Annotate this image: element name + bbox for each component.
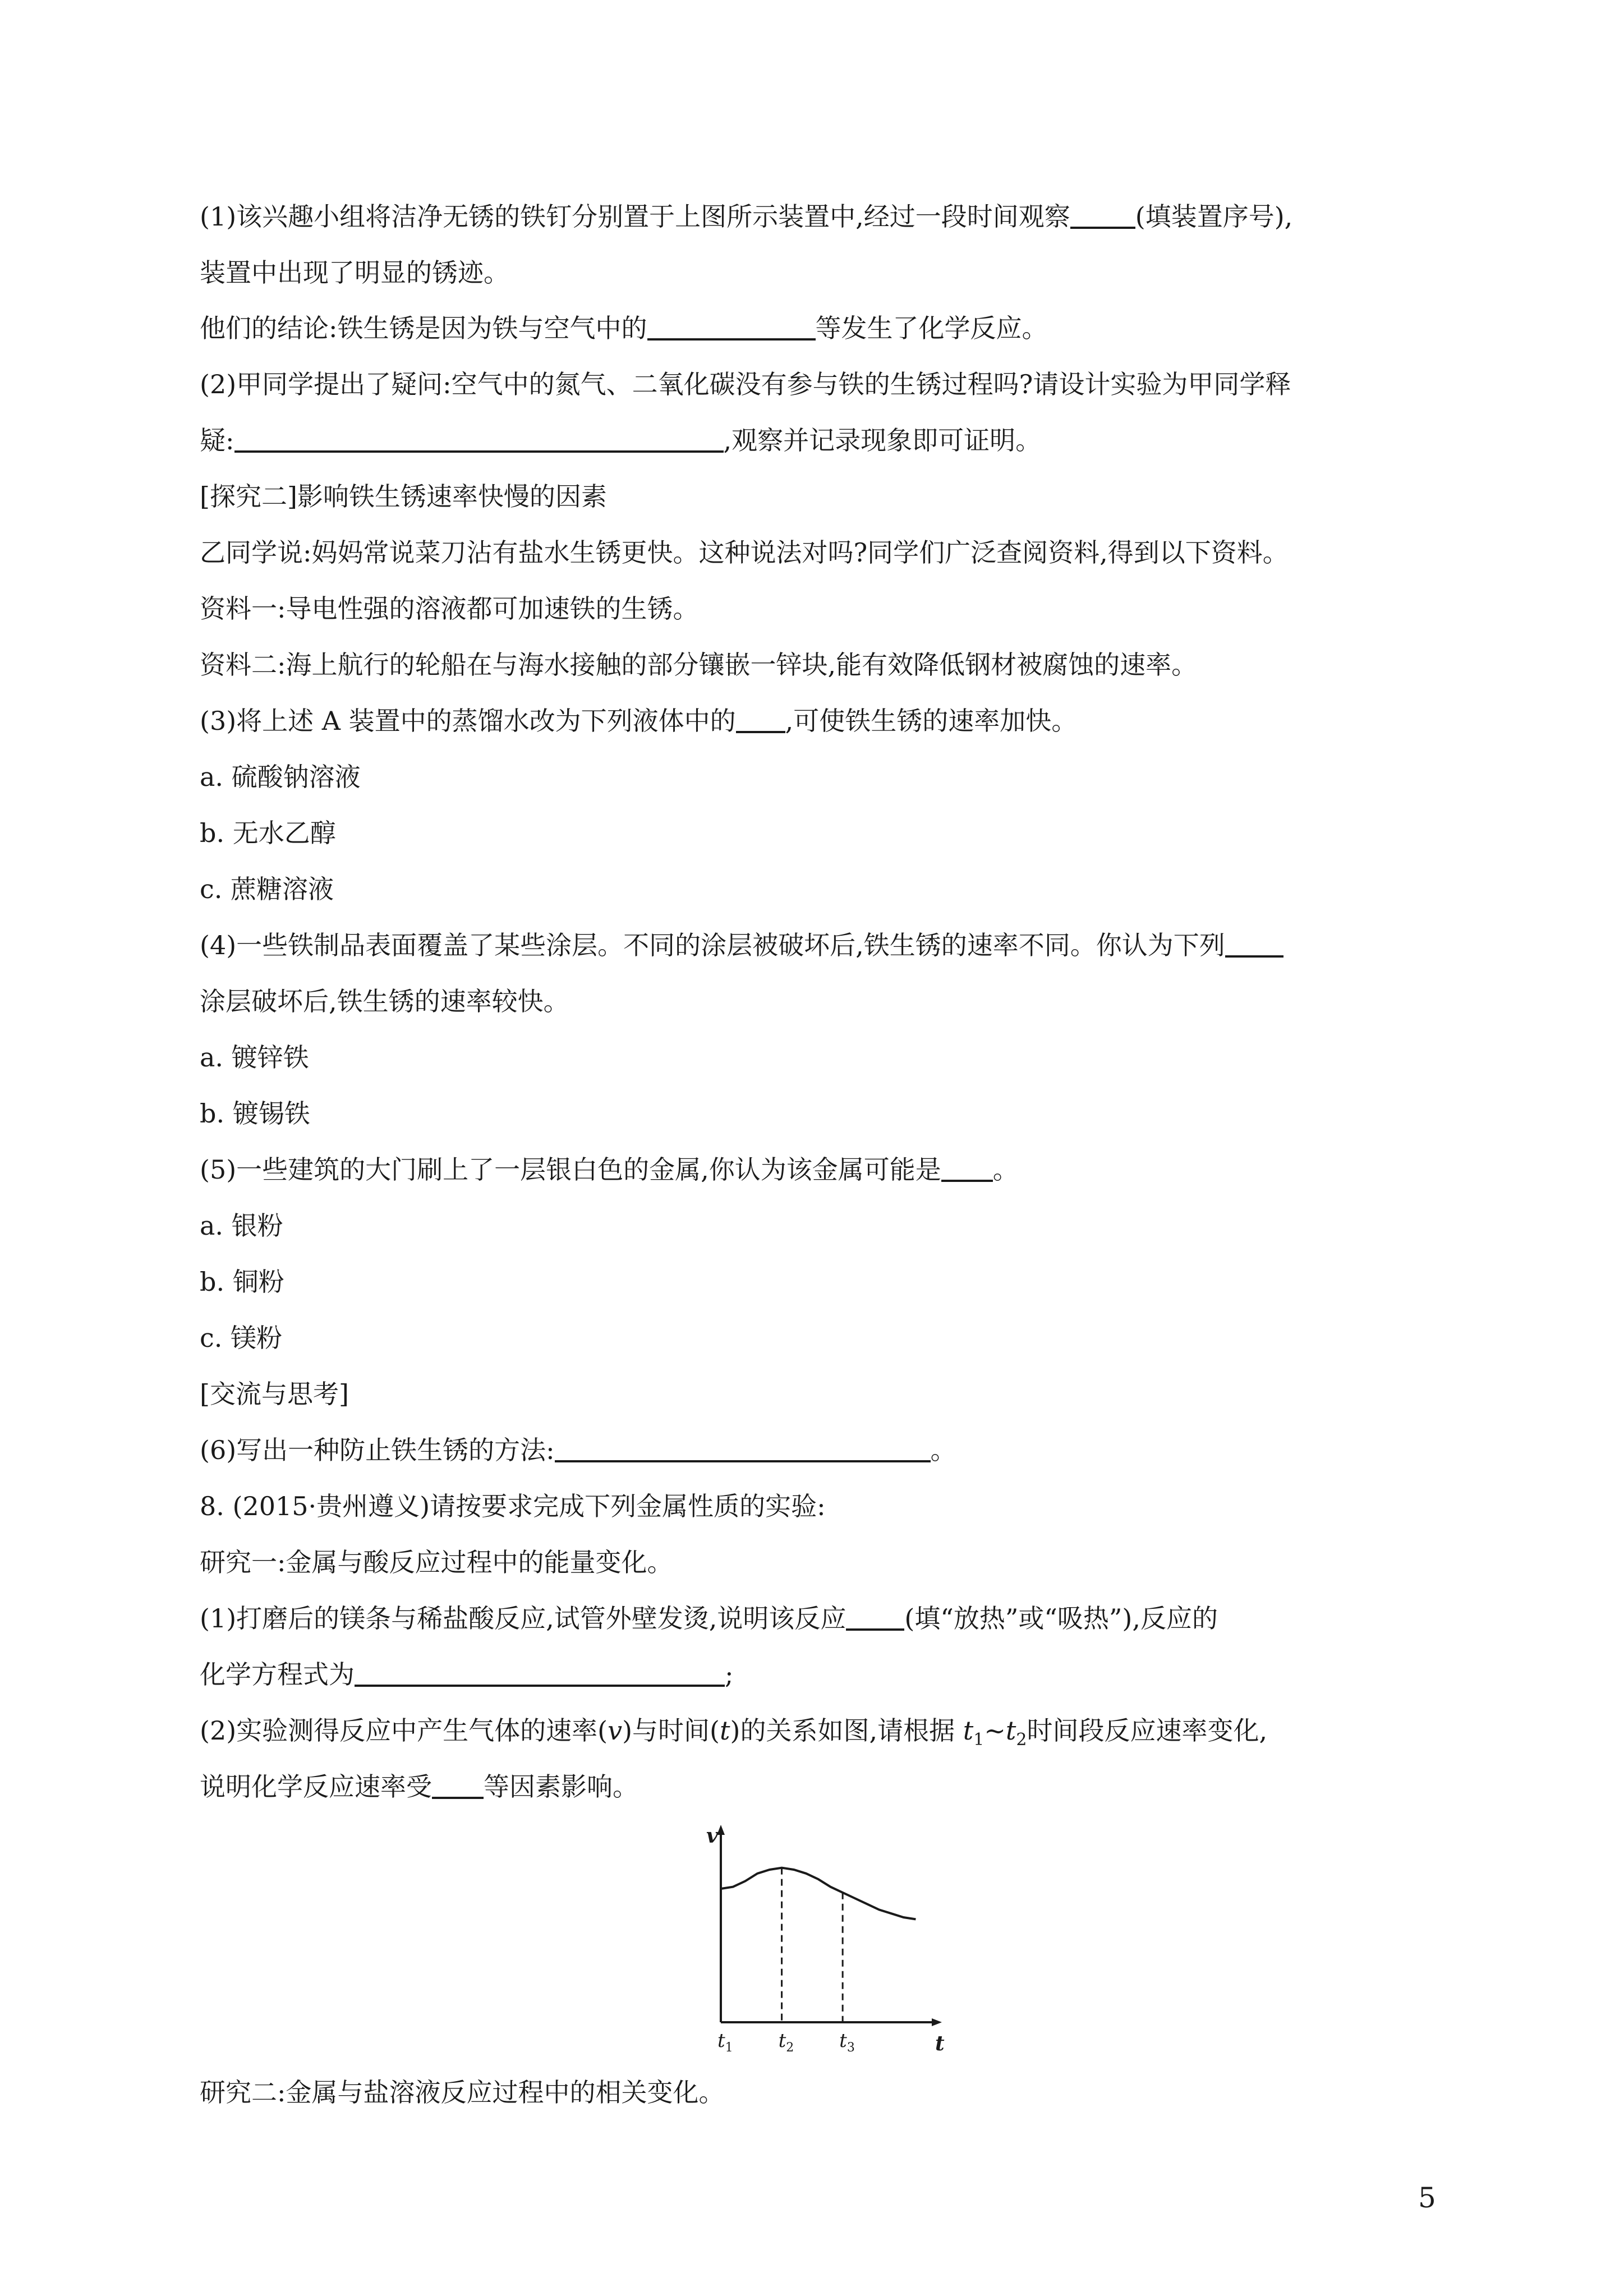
q7-part3-option-a: a. 硫酸钠溶液 bbox=[200, 762, 361, 792]
q7-part5-option-a: a. 银粉 bbox=[200, 1211, 283, 1241]
x-tick-label-2 bbox=[779, 2030, 794, 2055]
q7-explore2-title: [探究二]影响铁生锈速率快慢的因素 bbox=[200, 481, 607, 512]
page-number: 5 bbox=[1418, 2182, 1436, 2214]
q7-part1-answer-blank[interactable] bbox=[1070, 204, 1135, 229]
q7-part4-option-b: b. 镀锡铁 bbox=[200, 1098, 310, 1129]
q7-part3-option-c: c. 蔗糖溶液 bbox=[200, 874, 334, 904]
q8-part1-answer-blank[interactable] bbox=[846, 1606, 904, 1631]
chart-x-label: t bbox=[935, 2032, 945, 2055]
x-tick-main-2: t bbox=[778, 2030, 786, 2052]
q8-part2-line2 bbox=[200, 1770, 1434, 1803]
q7-part4-option-a: a. 镀锌铁 bbox=[200, 1042, 309, 1073]
q8-part2-line2-text-b: 等因素影响。 bbox=[484, 1772, 638, 1802]
x-tick-main-1: t bbox=[717, 2030, 725, 2052]
q7-part2-text: 疑: bbox=[200, 425, 234, 455]
q7-conclusion-text-b: 等发生了化学反应。 bbox=[815, 313, 1048, 343]
q7-part4-line2: 涂层破坏后,铁生锈的速率较快。 bbox=[200, 986, 569, 1016]
x-tick-sub-2: 2 bbox=[786, 2041, 794, 2055]
q8-part1-line2 bbox=[200, 1658, 1434, 1691]
q7-part6-text-b: 。 bbox=[930, 1435, 956, 1465]
q7-part2-answer-blank[interactable] bbox=[234, 428, 724, 453]
chart-x-axis-arrow bbox=[932, 2018, 942, 2026]
q7-part4-line1 bbox=[200, 928, 1434, 962]
x-tick-main-3: t bbox=[839, 2030, 847, 2052]
q7-part5-answer-blank[interactable] bbox=[941, 1157, 993, 1182]
q8-study2: 研究二:金属与盐溶液反应过程中的相关变化。 bbox=[200, 2077, 725, 2108]
q8-study1: 研究一:金属与酸反应过程中的能量变化。 bbox=[200, 1547, 673, 1577]
x-tick-label-3 bbox=[839, 2030, 855, 2055]
q8-equation-label: 化学方程式为 bbox=[200, 1659, 355, 1690]
q8-var-t1-sub: 1 bbox=[973, 1730, 984, 1750]
q8-title: 8. (2015·贵州遵义)请按要求完成下列金属性质的实验: bbox=[200, 1491, 826, 1521]
q8-var-t2: t bbox=[1005, 1715, 1016, 1746]
q7-part4-text: (4)一些铁制品表面覆盖了某些涂层。不同的涂层被破坏后,铁生锈的速率不同。你认为下列 bbox=[200, 930, 1225, 960]
x-tick-sub-1: 1 bbox=[725, 2041, 733, 2055]
q7-part3-line bbox=[200, 704, 1434, 738]
q7-exchange-title: [交流与思考] bbox=[200, 1379, 349, 1409]
q7-part6-line bbox=[200, 1433, 1434, 1467]
q7-part1-line1 bbox=[200, 200, 1434, 233]
q7-part3-answer-blank[interactable] bbox=[736, 708, 785, 733]
q7-material1: 资料一:导电性强的溶液都可加速铁的生锈。 bbox=[200, 593, 699, 624]
q7-part2-text-b: ,观察并记录现象即可证明。 bbox=[723, 425, 1042, 455]
q7-part1-line2: 装置中出现了明显的锈迹。 bbox=[200, 257, 509, 288]
q8-part2-text-c: )的关系如图,请根据 bbox=[730, 1715, 963, 1746]
q7-part6-text: (6)写出一种防止铁生锈的方法: bbox=[200, 1435, 555, 1465]
q8-part2-answer-blank[interactable] bbox=[432, 1774, 484, 1799]
q7-part5-text: (5)一些建筑的大门刷上了一层银白色的金属,你认为该金属可能是 bbox=[200, 1154, 941, 1185]
rate-time-chart bbox=[704, 1820, 951, 2059]
q7-part5-line bbox=[200, 1153, 1434, 1186]
q8-var-t: t bbox=[720, 1715, 730, 1746]
q7-part4-answer-blank[interactable] bbox=[1225, 933, 1283, 958]
q7-part1-text: (1)该兴趣小组将洁净无锈的铁钉分别置于上图所示装置中,经过一段时间观察 bbox=[200, 201, 1070, 232]
q8-part2-text-b: )与时间( bbox=[622, 1715, 720, 1746]
q7-conclusion-text: 他们的结论:铁生锈是因为铁与空气中的 bbox=[200, 313, 647, 343]
q7-conclusion-answer-blank[interactable] bbox=[647, 316, 816, 341]
chart-y-axis-arrow bbox=[717, 1825, 725, 1835]
q8-part1-text-c: ; bbox=[725, 1659, 734, 1690]
q7-part3-option-b: b. 无水乙醇 bbox=[200, 818, 336, 848]
q7-part5-text-b: 。 bbox=[992, 1154, 1019, 1185]
q7-part1-text-b: (填装置序号), bbox=[1135, 201, 1293, 232]
rate-curve bbox=[721, 1868, 915, 1920]
q7-part5-option-c: c. 镁粉 bbox=[200, 1323, 283, 1353]
q8-var-t2-sub: 2 bbox=[1016, 1730, 1027, 1750]
q8-part1-text: (1)打磨后的镁条与稀盐酸反应,试管外壁发烫,说明该反应 bbox=[200, 1603, 846, 1634]
q8-part2-text: (2)实验测得反应中产生气体的速率( bbox=[200, 1715, 608, 1746]
q7-conclusion-line bbox=[200, 311, 1434, 345]
q8-part2-text-d: 时间段反应速率变化, bbox=[1027, 1715, 1268, 1746]
rate-time-chart-svg bbox=[704, 1820, 951, 2059]
chart-y-label: v bbox=[706, 1824, 718, 1848]
q8-part1-line1 bbox=[200, 1602, 1434, 1635]
q7-part2-line2 bbox=[200, 424, 1434, 457]
q8-var-v: v bbox=[608, 1715, 623, 1746]
x-tick-label-1 bbox=[717, 2030, 733, 2055]
q7-material2: 资料二:海上航行的轮船在与海水接触的部分镶嵌一锌块,能有效降低钢材被腐蚀的速率。 bbox=[200, 650, 1198, 680]
q8-tilde: ~ bbox=[984, 1715, 1006, 1746]
q7-part5-option-b: b. 铜粉 bbox=[200, 1267, 284, 1297]
q7-part2-line1: (2)甲同学提出了疑问:空气中的氮气、二氧化碳没有参与铁的生锈过程吗?请设计实验为甲同学释 bbox=[200, 369, 1291, 399]
q8-equation-answer-blank[interactable] bbox=[355, 1662, 725, 1687]
x-tick-sub-3: 3 bbox=[846, 2041, 855, 2055]
q7-yi-statement: 乙同学说:妈妈常说菜刀沾有盐水生锈更快。这种说法对吗?同学们广泛查阅资料,得到以下资料。 bbox=[200, 537, 1289, 568]
q7-part6-answer-blank[interactable] bbox=[555, 1438, 931, 1462]
q8-part2-line1 bbox=[200, 1714, 1434, 1757]
q8-var-t1: t bbox=[963, 1715, 974, 1746]
q7-part3-text-b: ,可使铁生锈的速率加快。 bbox=[785, 706, 1078, 736]
q8-part2-line2-text: 说明化学反应速率受 bbox=[200, 1772, 432, 1802]
q8-part1-text-b: (填“放热”或“吸热”),反应的 bbox=[904, 1603, 1218, 1634]
q7-part3-text: (3)将上述 A 装置中的蒸馏水改为下列液体中的 bbox=[200, 706, 736, 736]
